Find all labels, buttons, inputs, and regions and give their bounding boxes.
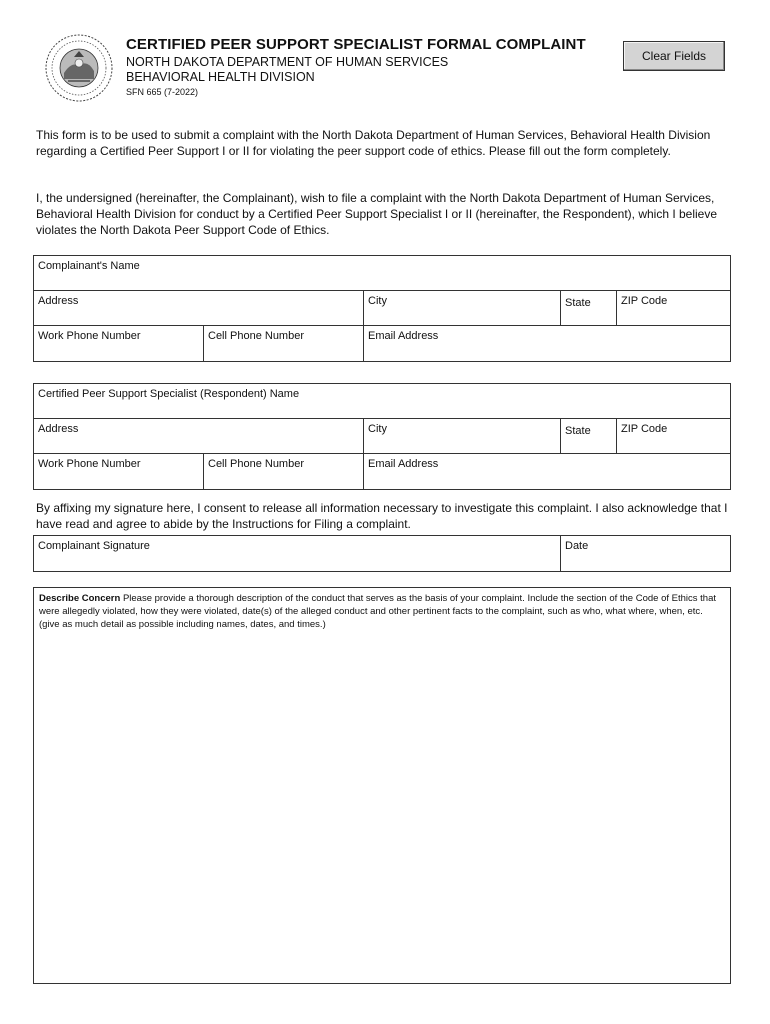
respondent-address-row (34, 419, 730, 454)
respondent-state-field[interactable] (560, 419, 616, 453)
complainant-zip-field[interactable] (616, 291, 730, 325)
respondent-cell-phone-field[interactable] (203, 454, 363, 489)
field-label: Address (38, 423, 79, 435)
concern-instructions-text: Please provide a thorough description of the conduct that serves as the basis of your complaint. Include the section of the Code of Ethics that were allegedly violated, how they were violated, date(s) of the alleged conduct and other pertinent facts to the complaint, such as who, what where, when, etc. (give as much detail as possible including names, dates, and times.) (39, 593, 716, 630)
respondent-address-field[interactable] (34, 419, 363, 453)
complainant-address-row (34, 291, 730, 326)
clear-fields-button[interactable]: Clear Fields (623, 41, 725, 71)
field-label: State (565, 425, 591, 437)
consent-statement: By affixing my signature here, I consent to release all information necessary to investigate this complaint. I also acknowledge that I have read and agree to abide by the Instructions for Filing a complaint. (36, 501, 728, 531)
field-label: City (368, 423, 387, 435)
complainant-name-field[interactable] (34, 256, 730, 290)
field-label: City (368, 295, 387, 307)
intro-paragraph-1: This form is to be used to submit a complaint with the North Dakota Department of Human Services, Behavioral Health Division regarding a Certified Peer Support I or II for violating the peer support code of ethics. Please fill out the form completely. (36, 128, 711, 158)
complainant-name-row (34, 256, 730, 291)
division-name: BEHAVIORAL HEALTH DIVISION (126, 70, 315, 84)
complainant-city-field[interactable] (363, 291, 560, 325)
field-label: Complainant Signature (38, 540, 150, 552)
concern-instructions (39, 592, 722, 631)
field-label: ZIP Code (621, 295, 668, 307)
complainant-address-field[interactable] (34, 291, 363, 325)
respondent-work-phone-field[interactable] (34, 454, 203, 489)
department-name: NORTH DAKOTA DEPARTMENT OF HUMAN SERVICES (126, 55, 449, 69)
field-label: Certified Peer Support Specialist (Respondent) Name (38, 388, 300, 400)
complainant-info-box (33, 255, 731, 362)
field-label: Email Address (368, 458, 439, 470)
signature-box (33, 535, 731, 572)
form-number: SFN 665 (7-2022) (126, 87, 199, 97)
form-title: CERTIFIED PEER SUPPORT SPECIALIST FORMAL COMPLAINT (126, 36, 586, 53)
complainant-cell-phone-field[interactable] (203, 326, 363, 361)
concern-heading: Describe Concern (39, 593, 121, 604)
field-label: ZIP Code (621, 423, 668, 435)
field-label: Email Address (368, 330, 439, 342)
respondent-contact-row (34, 454, 730, 489)
complainant-signature-field[interactable] (34, 536, 560, 571)
complainant-work-phone-field[interactable] (34, 326, 203, 361)
respondent-name-field[interactable] (34, 384, 730, 418)
complainant-state-field[interactable] (560, 291, 616, 325)
respondent-email-field[interactable] (363, 454, 730, 489)
signature-row (34, 536, 730, 571)
field-label: Address (38, 295, 79, 307)
field-label: Cell Phone Number (208, 330, 304, 342)
describe-concern-box (33, 587, 731, 984)
respondent-name-row (34, 384, 730, 419)
field-label: Complainant's Name (38, 260, 140, 272)
field-label: Work Phone Number (38, 330, 141, 342)
respondent-city-field[interactable] (363, 419, 560, 453)
field-label: Date (565, 540, 589, 552)
field-label: State (565, 297, 591, 309)
concern-description-field[interactable] (38, 634, 726, 979)
signature-date-field[interactable] (560, 536, 730, 571)
respondent-zip-field[interactable] (616, 419, 730, 453)
state-seal-icon (44, 33, 114, 103)
field-label: Work Phone Number (38, 458, 141, 470)
complainant-contact-row (34, 326, 730, 361)
field-label: Cell Phone Number (208, 458, 304, 470)
complainant-email-field[interactable] (363, 326, 730, 361)
intro-paragraph-2: I, the undersigned (hereinafter, the Complainant), wish to file a complaint with the North Dakota Department of Human Services, Behavioral Health Division for conduct by a Certified Peer Support Specialist I or II (hereinafter, the Respondent), which I believe violates the North Dakota Peer Support Code of Ethics. (36, 191, 718, 237)
respondent-info-box (33, 383, 731, 490)
